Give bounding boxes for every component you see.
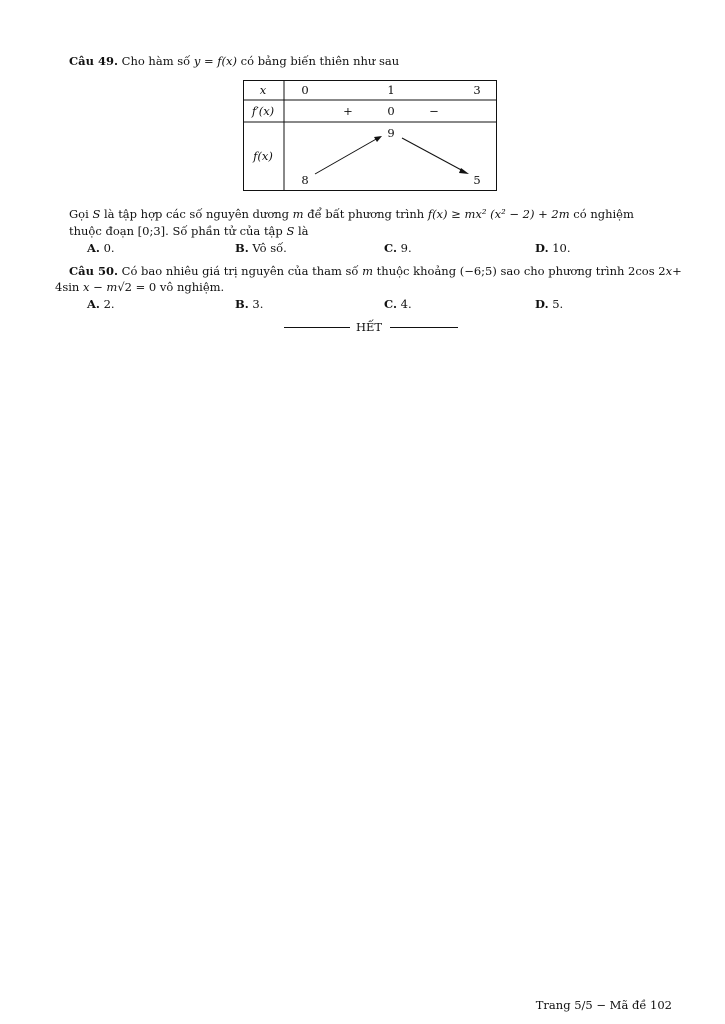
- q50-choice-a-text: 2.: [99, 297, 115, 311]
- decreasing-arrow-line: [402, 138, 465, 172]
- q49-stem-inequality: f(x) ≥ mx² (x² − 2) + 2m: [427, 207, 570, 221]
- q49-choice-d-text: 10.: [548, 241, 571, 255]
- increasing-arrow-head: [374, 136, 382, 142]
- q49-choice-d[interactable]: [535, 241, 571, 255]
- fprime-sign-minus: −: [429, 104, 439, 118]
- f-value-start: 8: [301, 173, 309, 187]
- f-value-end: 5: [473, 173, 481, 187]
- q49-choice-b-label: B.: [235, 241, 249, 255]
- q49-choice-d-label: D.: [535, 241, 549, 255]
- q49-choice-b[interactable]: [235, 241, 287, 255]
- q49-choice-c[interactable]: [384, 241, 412, 255]
- q50-choice-c-label: C.: [384, 297, 397, 311]
- x-value-0: 0: [301, 83, 309, 97]
- q50-stem-line1: [69, 264, 682, 278]
- q49-choice-a-text: 0.: [99, 241, 115, 255]
- row-label-f: f(x): [253, 149, 273, 163]
- variation-table-grid: [243, 80, 497, 191]
- q50-var-x: x: [665, 264, 673, 278]
- row-label-x: x: [259, 83, 267, 97]
- q49-choice-a-label: A.: [87, 241, 100, 255]
- x-value-2: 3: [473, 83, 481, 97]
- q49-intro-a: Cho hàm số: [121, 54, 194, 68]
- q49-intro-math: y = f(x): [193, 54, 238, 68]
- q49-stem-text-d: có nghiệm: [569, 207, 634, 221]
- q49-stem2-text-a: thuộc đoạn [0;3]. Số phần tử của tập: [69, 224, 287, 238]
- q49-stem-param-m: m: [292, 207, 304, 221]
- increasing-arrow-line: [315, 138, 378, 174]
- x-value-1: 1: [387, 83, 395, 97]
- end-marker: HẾT: [356, 320, 383, 334]
- q49-stem2-text-b: là: [294, 224, 309, 238]
- q50-choice-a-label: A.: [87, 297, 100, 311]
- q50-line2-text-b: −: [89, 280, 107, 294]
- q50-choice-c-text: 4.: [396, 297, 412, 311]
- q49-stem-line1: [69, 207, 634, 221]
- row-label-fprime: f′(x): [251, 104, 275, 118]
- q50-line2-var-x: x: [82, 280, 90, 294]
- q49-choice-a[interactable]: [87, 241, 115, 255]
- q49-stem-text-b: là tập hợp các số nguyên dương: [100, 207, 293, 221]
- decreasing-arrow-head: [459, 168, 469, 174]
- q49-stem-line2: [69, 224, 309, 238]
- q50-choice-a[interactable]: [87, 297, 115, 311]
- q49-label: Câu 49.: [69, 54, 118, 68]
- q50-text-b: thuộc khoảng (−6;5) sao cho phương trình 2cos 2: [373, 264, 666, 278]
- page-footer: Trang 5/5 − Mã đề 102: [535, 998, 672, 1012]
- q50-text-c: +: [672, 264, 682, 278]
- q50-label: Câu 50.: [69, 264, 118, 278]
- q49-intro-b: có bảng biến thiên như sau: [237, 54, 400, 68]
- q50-choice-d[interactable]: [535, 297, 563, 311]
- end-rule-left: [284, 327, 350, 328]
- q50-choice-d-text: 5.: [548, 297, 564, 311]
- q49-choice-c-text: 9.: [396, 241, 412, 255]
- q50-param-m: m: [362, 264, 374, 278]
- fprime-zero: 0: [387, 104, 395, 118]
- q50-choice-c[interactable]: [384, 297, 412, 311]
- q49-stem-text-c: để bất phương trình: [303, 207, 428, 221]
- q50-choice-b[interactable]: [235, 297, 263, 311]
- q50-choice-b-text: 3.: [248, 297, 264, 311]
- table-border: [244, 81, 497, 191]
- q50-stem-line2: [55, 280, 224, 294]
- q49-stem-set-S: S: [92, 207, 101, 221]
- fprime-sign-plus: +: [343, 104, 353, 118]
- q50-choice-b-label: B.: [235, 297, 249, 311]
- q50-line2-text-c: √2 = 0 vô nghiệm.: [117, 280, 225, 294]
- q49-choice-b-text: Vô số.: [248, 241, 287, 255]
- q50-line2-param-m: m: [106, 280, 118, 294]
- q50-text-a: Có bao nhiêu giá trị nguyên của tham số: [117, 264, 363, 278]
- q50-line2-text-a: 4sin: [55, 280, 83, 294]
- f-value-peak: 9: [387, 126, 395, 140]
- q49-stem-text-a: Gọi: [69, 207, 93, 221]
- q49-stem2-set-S: S: [286, 224, 295, 238]
- q49-header: [69, 54, 399, 68]
- q49-choice-c-label: C.: [384, 241, 397, 255]
- variation-table: [243, 80, 497, 191]
- end-rule-right: [390, 327, 458, 328]
- q50-choice-d-label: D.: [535, 297, 549, 311]
